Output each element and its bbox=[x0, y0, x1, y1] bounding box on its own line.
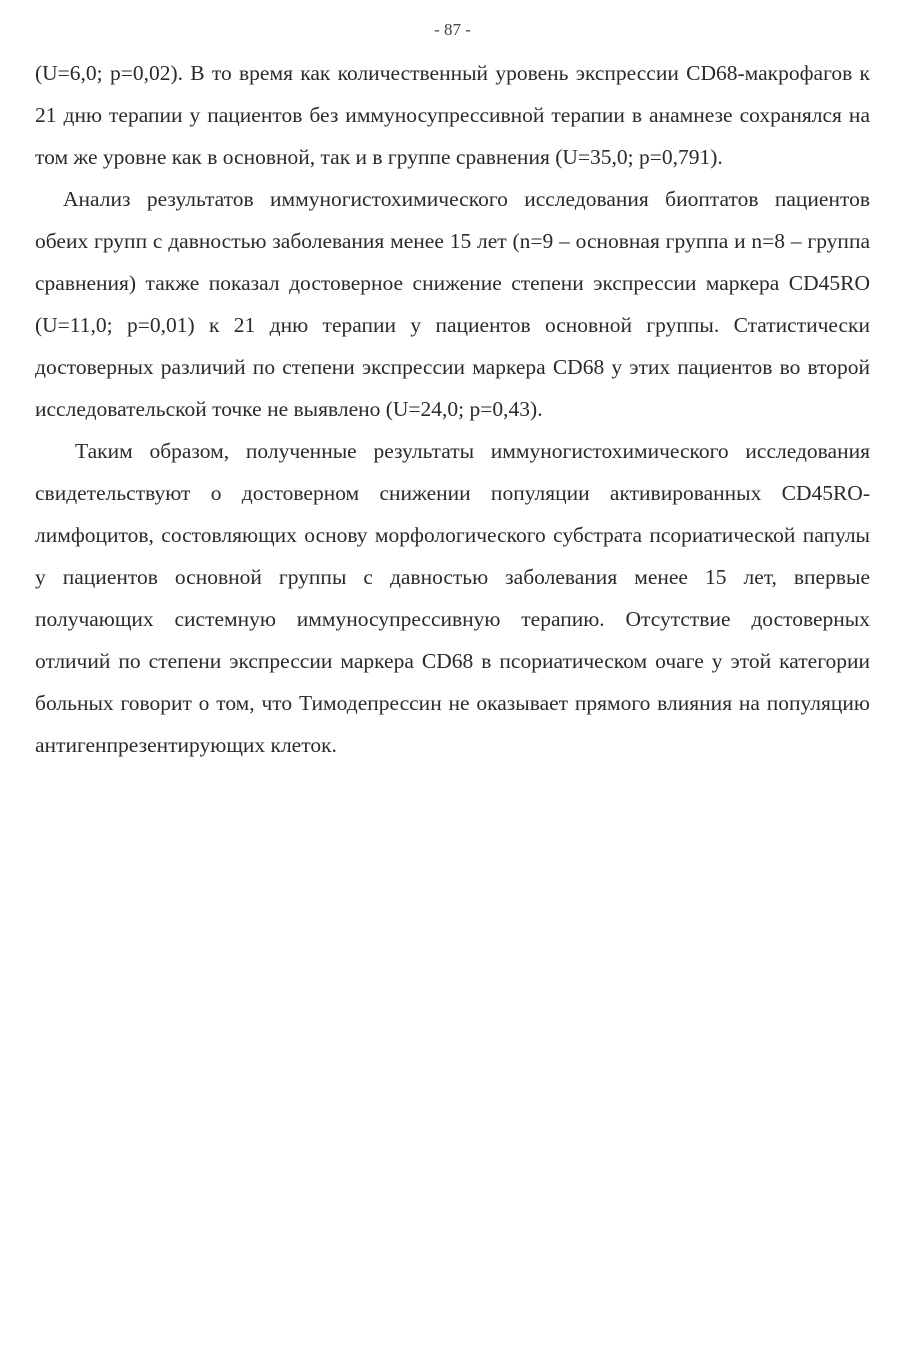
body-text bbox=[35, 52, 870, 766]
page-number: - 87 - bbox=[434, 20, 471, 39]
paragraph-continuation: (U=6,0; p=0,02). В то время как количественный уровень экспрессии CD68-макрофагов к 21 дню терапии у пациентов без иммуносупрессивной терапии в анамнезе сохранялся на том же уровне как в основной, так и в группе сравнения (U=35,0; p=0,791). bbox=[35, 61, 870, 169]
paragraph-conclusion: Таким образом, полученные результаты иммуногистохимического исследования свидетельствуют о достоверном снижении популяции активированных CD45RO-лимфоцитов, состовляющих основу морфологического субстрата псориатической папулы у пациентов основной группы с давностью заболевания менее 15 лет, впервые получающих системную иммуносупрессивную терапию. Отсутствие достоверных отличий по степени экспрессии маркера CD68 в псориатическом очаге у этой категории больных говорит о том, что Тимодепрессин не оказывает прямого влияния на популяцию антигенпрезентирующих клеток. bbox=[35, 439, 870, 757]
paragraph-analysis: Анализ результатов иммуногистохимического исследования биоптатов пациентов обеих групп с давностью заболевания менее 15 лет (n=9 – основная группа и n=8 – группа сравнения) также показал достоверное снижение степени экспрессии маркера CD45RO (U=11,0; p=0,01) к 21 дню терапии у пациентов основной группы. Статистически достоверных различий по степени экспрессии маркера CD68 у этих пациентов во второй исследовательской точке не выявлено (U=24,0; p=0,43). bbox=[35, 187, 870, 421]
